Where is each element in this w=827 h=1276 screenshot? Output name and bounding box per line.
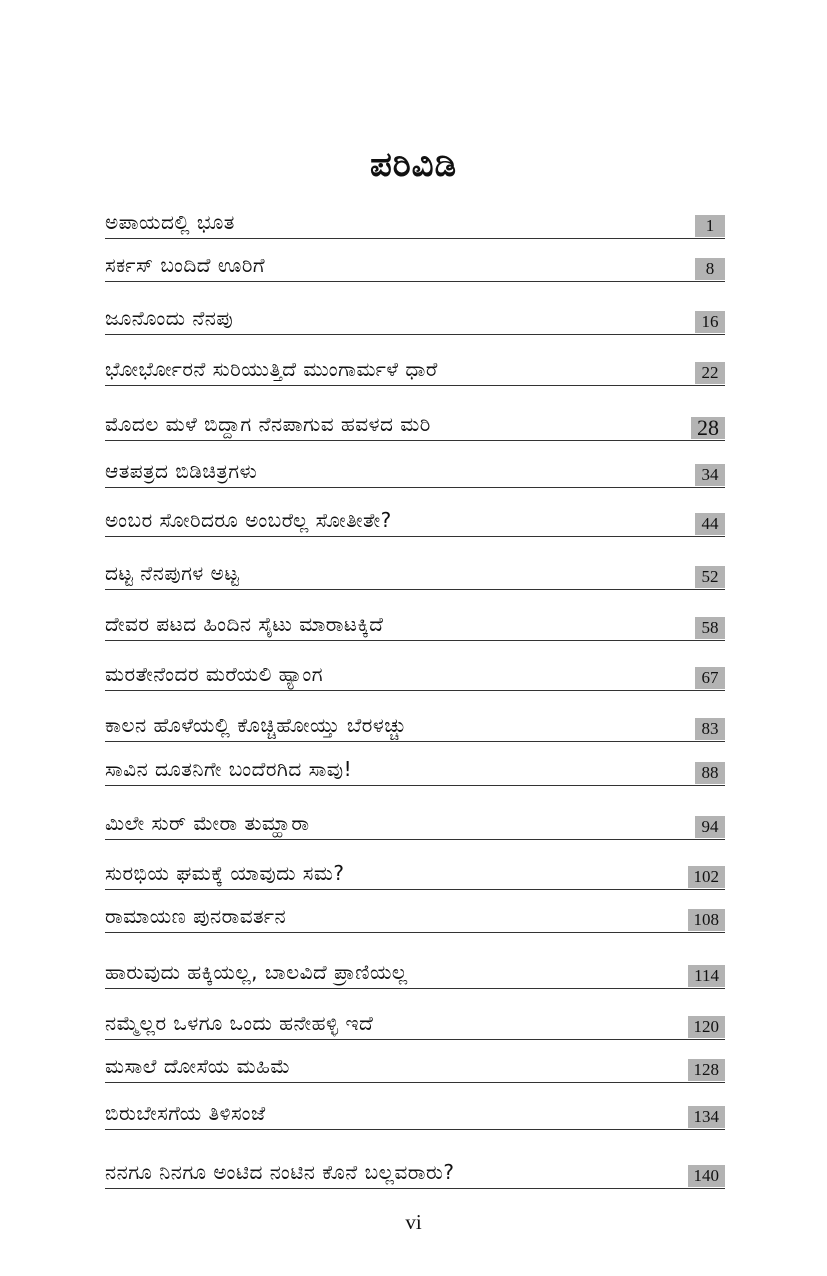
toc-entry-page-number: 128	[688, 1059, 726, 1081]
toc-entry-title: ರಾಮಾಯಣ ಪುನರಾವರ್ತನ	[105, 904, 287, 928]
toc-entry[interactable]	[105, 1040, 725, 1083]
toc-entry-title: ಸಾವಿನ ದೂತನಿಗೇ ಬಂದೆರಗಿದ ಸಾವು!	[105, 757, 353, 781]
toc-entry-title: ಬಿರುಬೇಸಗೆಯ ತಿಳಿಸಂಜೆ	[105, 1101, 266, 1125]
toc-entry-page-number: 140	[688, 1165, 726, 1187]
toc-entry[interactable]	[105, 488, 725, 537]
toc-entry-page-number: 16	[695, 311, 725, 333]
toc-entry-title: ನನಗೂ ನಿನಗೂ ಅಂಟಿದ ನಂಟಿನ ಕೊನೆ ಬಲ್ಲವರಾರು?	[105, 1160, 455, 1184]
toc-entry-page-number: 58	[695, 617, 725, 639]
toc-entry-page-number: 83	[695, 718, 725, 740]
toc-entry-page-number: 108	[688, 909, 726, 931]
toc-entry-title: ಜೂನೊಂದು ನೆನಪು	[105, 306, 234, 330]
toc-entry-page-number: 102	[688, 866, 726, 888]
toc-entry-title: ಆತಪತ್ರದ ಬಿಡಿಚಿತ್ರಗಳು	[105, 459, 258, 483]
toc-entry[interactable]	[105, 239, 725, 282]
toc-entry-title: ಅಂಬರ ಸೋರಿದರೂ ಅಂಬರೆಲ್ಲ ಸೋತೀತೇ?	[105, 508, 392, 532]
toc-entry-page-number: 44	[695, 513, 725, 535]
toc-entry-page-number: 114	[688, 965, 725, 987]
toc-entry[interactable]	[105, 933, 725, 989]
toc-entry-page-number: 8	[695, 258, 725, 280]
toc-entry[interactable]	[105, 691, 725, 742]
toc-entry-title: ಮಿಲೇ ಸುರ್ ಮೇರಾ ತುಮ್ಹಾರಾ	[105, 811, 310, 835]
toc-entry-title: ಸರ್ಕಸ್ ಬಂದಿದೆ ಊರಿಗೆ	[105, 253, 265, 277]
toc-entry-page-number: 67	[695, 667, 725, 689]
toc-entry-page-number: 1	[695, 215, 725, 237]
page-number-folio: vi	[405, 1210, 422, 1234]
toc-entry[interactable]	[105, 840, 725, 890]
toc-entry-page-number: 120	[688, 1016, 726, 1038]
toc-entry[interactable]	[105, 386, 725, 441]
toc-entry-page-number: 28	[691, 417, 725, 439]
toc-entry[interactable]	[105, 890, 725, 933]
toc-entry-page-number: 134	[688, 1106, 726, 1128]
toc-entry-page-number: 88	[695, 762, 725, 784]
toc-entry[interactable]	[105, 590, 725, 641]
toc-entry-title: ನಮ್ಮೆಲ್ಲರ ಒಳಗೂ ಒಂದು ಹನೇಹಳ್ಳಿ ಇದೆ	[105, 1011, 374, 1035]
toc-entry-title: ಮರತೇನೆಂದರ ಮರೆಯಲಿ ಹ್ಯಾಂಗ	[105, 662, 324, 686]
toc-entry[interactable]	[105, 441, 725, 488]
toc-entry-page-number: 94	[695, 816, 725, 838]
toc-entry-title: ಅಪಾಯದಲ್ಲಿ ಭೂತ	[105, 210, 235, 234]
toc-entry[interactable]	[105, 641, 725, 691]
toc-entry[interactable]	[105, 742, 725, 786]
toc-entry[interactable]	[105, 989, 725, 1040]
toc-entry-title: ಮಸಾಲೆ ದೋಸೆಯ ಮಹಿಮೆ	[105, 1054, 291, 1078]
toc-entry-page-number: 52	[695, 566, 725, 588]
toc-entry-title: ಕಾಲನ ಹೊಳೆಯಲ್ಲಿ ಕೊಚ್ಚಿಹೋಯ್ತು ಬೆರಳಚ್ಚು	[105, 713, 407, 737]
toc-entry-title: ಹಾರುವುದು ಹಕ್ಕಿಯಲ್ಲ, ಬಾಲವಿದೆ ಪ್ರಾಣಿಯಲ್ಲ	[105, 960, 408, 984]
toc-entry-title: ಸುರಭಿಯ ಘಮಕ್ಕೆ ಯಾವುದು ಸಮ?	[105, 861, 345, 885]
toc-entry-title: ಮೊದಲ ಮಳೆ ಬಿದ್ದಾಗ ನೆನಪಾಗುವ ಹವಳದ ಮರಿ	[105, 412, 431, 436]
table-of-contents	[105, 200, 725, 1189]
toc-entry[interactable]	[105, 786, 725, 840]
toc-entry[interactable]	[105, 537, 725, 590]
toc-entry[interactable]	[105, 200, 725, 239]
toc-entry-page-number: 22	[695, 362, 725, 384]
page-title: ಪರಿವಿಡಿ	[369, 145, 458, 185]
toc-entry[interactable]	[105, 335, 725, 386]
toc-entry[interactable]	[105, 1130, 725, 1189]
toc-entry-title: ದೇವರ ಪಟದ ಹಿಂದಿನ ಸೈಟು ಮಾರಾಟಕ್ಕಿದೆ	[105, 612, 384, 636]
toc-entry-title: ದಟ್ಟ ನೆನಪುಗಳ ಅಟ್ಟ	[105, 561, 240, 585]
toc-entry[interactable]	[105, 1083, 725, 1130]
toc-entry[interactable]	[105, 282, 725, 335]
toc-entry-title: ಭೋರ್ಭೋರನೆ ಸುರಿಯುತ್ತಿದೆ ಮುಂಗಾರ್ಮಳೆ ಧಾರೆ	[105, 357, 438, 381]
toc-entry-page-number: 34	[695, 464, 725, 486]
